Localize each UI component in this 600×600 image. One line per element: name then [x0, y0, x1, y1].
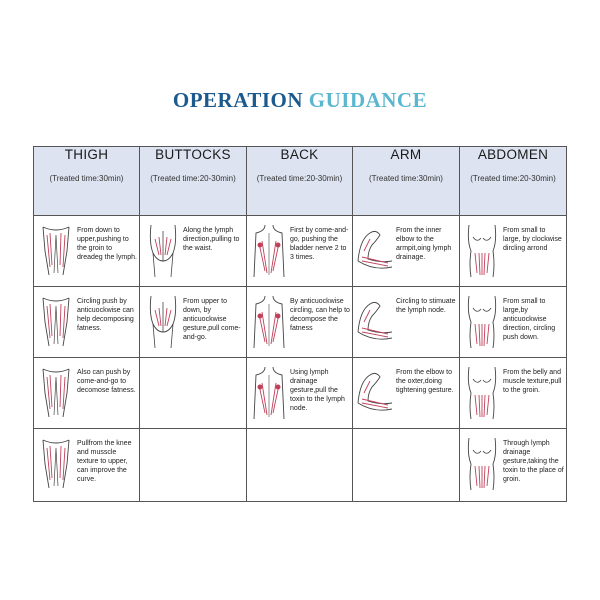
guidance-cell: [140, 287, 246, 357]
instruction-text: From the elbow to the oxter,doing tightening gesture.: [396, 369, 454, 394]
instruction-text: From small to large,by anticuockwise direction, circling push down.: [503, 298, 556, 341]
title-word-operation: OPERATION: [172, 88, 304, 112]
guidance-cell: [460, 287, 566, 357]
guidance-cell: [34, 429, 139, 501]
table-row: [34, 429, 567, 502]
instruction-text: From the belly and muscle texture,pull to the groin.: [503, 369, 562, 394]
guidance-cell: [34, 287, 139, 357]
guidance-cell: [353, 287, 459, 357]
instruction-text: Circling push by anticuockwise can help decomposing fatness.: [77, 298, 134, 332]
instruction-text: Through lymph drainage gesture,taking the toxin to the place of groin.: [503, 440, 564, 483]
table-cell: [353, 358, 460, 429]
table-cell: [140, 287, 247, 358]
guidance-cell: [460, 429, 566, 501]
instruction-text: Circling to stimuate the lymph node.: [396, 298, 456, 314]
abdomen-icon: [463, 292, 501, 350]
table-row: [34, 287, 567, 358]
instruction-text: Also can push by come-and-go to decomose fatness.: [77, 369, 136, 394]
guidance-cell: [140, 216, 246, 286]
table-cell: [140, 429, 247, 502]
table-cell: [34, 358, 140, 429]
guidance-cell: [34, 358, 139, 428]
back-icon: [250, 292, 288, 350]
table-cell: [34, 429, 140, 502]
instruction-text: From down to upper,pushing to the groin to dreadeg the lymph.: [77, 227, 137, 261]
column-header-abdomen: [460, 147, 567, 216]
arm-icon: [356, 221, 394, 279]
column-time: (Treated time:20-30min): [150, 174, 236, 183]
column-name: THIGH: [64, 147, 109, 162]
arm-icon: [356, 292, 394, 350]
guidance-cell: [247, 358, 352, 428]
header-row: [34, 147, 567, 216]
instruction-text: Pullfrom the knee and musscle texture to upper, can improve the curve.: [77, 440, 132, 483]
table-row: [34, 358, 567, 429]
column-time: (Treated time:30min): [369, 174, 443, 183]
abdomen-icon: [463, 363, 501, 421]
table-cell: [460, 358, 567, 429]
guidance-cell: [460, 216, 566, 286]
arm-icon: [356, 363, 394, 421]
guidance-cell: [247, 287, 352, 357]
thigh-icon: [37, 221, 75, 279]
guidance-cell: [247, 216, 352, 286]
table-cell: [460, 216, 567, 287]
buttocks-icon: [143, 221, 181, 279]
guidance-cell: [353, 216, 459, 286]
table-cell: [353, 429, 460, 502]
column-header-thigh: [34, 147, 140, 216]
table-cell: [140, 358, 247, 429]
table-cell: [460, 287, 567, 358]
table-cell: [34, 287, 140, 358]
instruction-text: First by come-and-go, pushing the bladder nerve 2 to 3 times.: [290, 227, 349, 261]
instruction-text: From small to large, by clockwise dircling arrond: [503, 227, 562, 252]
table-cell: [353, 287, 460, 358]
column-header-arm: [353, 147, 460, 216]
guidance-table: [33, 146, 567, 502]
table-cell: [247, 216, 353, 287]
instruction-text: Along the lymph direction,pulling to the waist.: [183, 227, 240, 252]
table-row: [34, 216, 567, 287]
back-icon: [250, 221, 288, 279]
table-cell: [247, 287, 353, 358]
column-time: (Treated time:20-30min): [256, 174, 343, 183]
column-header-buttocks: [140, 147, 247, 216]
thigh-icon: [37, 434, 75, 492]
thigh-icon: [37, 363, 75, 421]
instruction-text: Using lymph drainage gesture,pull the toxin to the lymph node.: [290, 369, 345, 412]
column-name: ABDOMEN: [477, 147, 549, 162]
title-word-guidance: GUIDANCE: [308, 88, 428, 112]
column-time: (Treated time:30min): [49, 174, 124, 183]
table-cell: [247, 429, 353, 502]
instruction-text: From upper to down, by anticuockwise gesture,pull come-and-go.: [183, 298, 241, 341]
thigh-icon: [37, 292, 75, 350]
column-name: BACK: [280, 147, 319, 162]
column-header-back: [247, 147, 353, 216]
instruction-text: From the inner elbow to the armpit,oing lymph drainage.: [396, 227, 452, 261]
instruction-text: By anticuockwise circling, can help to decompose the fatness: [290, 298, 350, 332]
column-name: BUTTOCKS: [155, 147, 231, 162]
table-cell: [353, 216, 460, 287]
table-cell: [34, 216, 140, 287]
guidance-rows: [34, 216, 567, 502]
abdomen-icon: [463, 221, 501, 279]
table-cell: [140, 216, 247, 287]
back-icon: [250, 363, 288, 421]
guidance-cell: [460, 358, 566, 428]
buttocks-icon: [143, 292, 181, 350]
abdomen-icon: [463, 434, 501, 492]
column-name: ARM: [390, 147, 422, 162]
column-time: (Treated time:20-30min): [470, 174, 556, 183]
table-cell: [460, 429, 567, 502]
table-cell: [247, 358, 353, 429]
page-title: [0, 88, 600, 113]
guidance-cell: [353, 358, 459, 428]
guidance-cell: [34, 216, 139, 286]
